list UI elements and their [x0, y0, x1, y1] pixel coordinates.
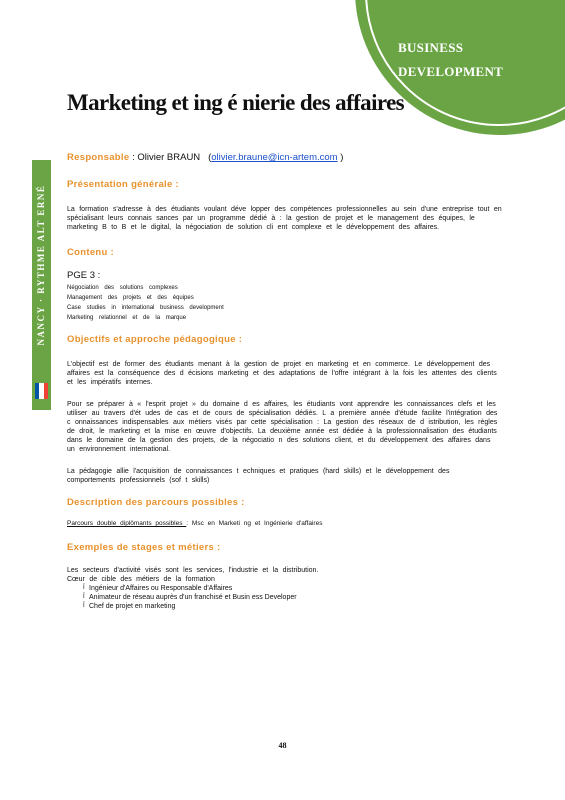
parcours-text: : Msc en Marketi ng et Ingénierie d'affaires — [186, 520, 323, 527]
responsable-line — [67, 153, 502, 162]
list-item: Marketing relationnel et de la marque — [67, 315, 187, 321]
objectifs-paragraph-3: La pédagogie allie l'acquisition de connaissances t echniques et pratiques (hard skills) et le développement des comportements professionnels (sof t skills) — [67, 468, 450, 484]
list-item: Case studies in international business development — [67, 305, 224, 311]
responsable-sep: : — [129, 152, 138, 163]
exemples-heading: Exemples de stages et métiers : — [67, 542, 221, 553]
objectifs-heading: Objectifs et approche pédagogique : — [67, 334, 243, 345]
presentation-text: La formation s'adresse à des étudiants voulant déve lopper des compétences professionnelles au sein d'une entreprise tout en spécialisant leurs connais sances par un programme dédié à : la gestion de projet et le management des équipes, le marketing B to B et le digital, la négociation de solution cli ent complexe et le développement des affaires. — [67, 206, 502, 231]
responsable-name: Olivier BRAUN — [137, 152, 201, 163]
presentation-heading: Présentation générale : — [67, 179, 179, 190]
section-badge — [398, 36, 503, 84]
list-item: Négociation des solutions complexes — [67, 285, 178, 291]
pge-label: PGE 3 : — [67, 270, 101, 281]
close-paren: ) — [337, 152, 344, 163]
flag-stripe-red — [44, 383, 48, 399]
contenu-list — [67, 283, 502, 323]
parcours-link[interactable]: Parcours double diplômants possibles — [67, 520, 187, 527]
responsable-label: Responsable — [67, 152, 130, 163]
metiers-list — [67, 584, 502, 611]
email-link[interactable]: olivier.braune@icn-artem.com — [211, 152, 338, 163]
list-item: Ï Chef de projet en marketing — [67, 602, 502, 611]
description-heading: Description des parcours possibles : — [67, 497, 245, 508]
contenu-heading: Contenu : — [67, 247, 115, 258]
list-item: Ï Animateur de réseau auprès d'un franchisé et Busin ess Developer — [67, 593, 502, 602]
parcours-line — [67, 519, 502, 528]
objectifs-paragraph-2: Pour se préparer à « l'esprit projet » du domaine d es affaires, les étudiants vont apprendre les connaissances clefs et les utiliser au travers d'ét udes de cas et de cours de spécialisation dédiés. L a première année d'étude facilite l'intégration des c onnaissances indispensables aux métiers visés par cette spécialisation : La gestion des réseaux de d istribution, les règles de droit, le marketing et la mise en œuvre d'objectifs. La deuxième année est dédiée à la professionnalisation des étudiants dans le domaine de la gestion des projets, de la négociatio n des solutions client, et du développement des affaires dans un environnement international. — [67, 401, 498, 453]
page-number: 48 — [278, 741, 287, 750]
list-item: Management des projets et des équipes — [67, 295, 194, 301]
exemples-line-1: Les secteurs d'activité visés sont les services, l'industrie et la distribution. — [67, 567, 319, 574]
side-label: NANCY · RYTHME ALT ERNÉ — [36, 184, 46, 346]
objectifs-paragraph-1: L'objectif est de former des étudiants menant à la gestion de projet en marketing et en commerce. Le développement des affaires est la conséquence des d écisions marketing et des adaptations de l'offre intégrant à la fois les attentes des clients et les impératifs internes. — [67, 361, 497, 386]
page-title: Marketing et ing é nierie des affaires — [67, 90, 405, 115]
list-item: Ï Ingénieur d'Affaires ou Responsable d'Affaires — [67, 584, 502, 593]
open-paren: ( — [208, 152, 212, 163]
badge-line-2: DEVELOPMENT — [398, 64, 504, 79]
badge-line-1: BUSINESS — [398, 40, 464, 55]
french-flag-icon — [35, 383, 48, 399]
exemples-line-2: Cœur de cible des métiers de la formation — [67, 576, 215, 583]
main-content — [67, 153, 502, 611]
